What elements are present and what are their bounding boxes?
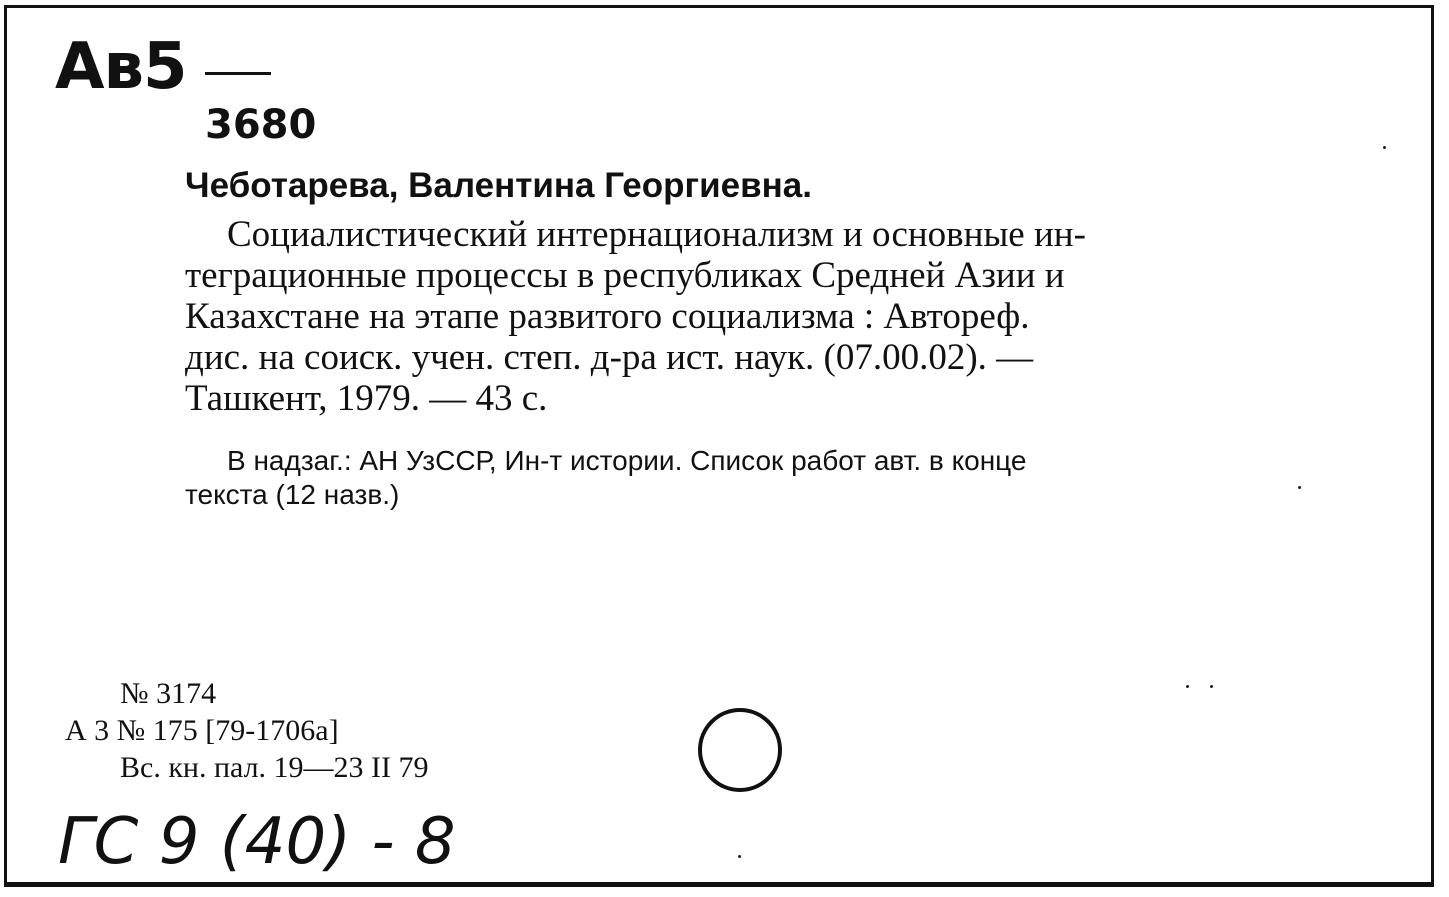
shelf-mark: ГС 9 (40) - 8 (58, 805, 456, 879)
title-line: дис. на соиск. учен. степ. д-ра ист. наук. (07.00.02). — (185, 337, 1034, 378)
title-line: Социалистический интернационализм и основные ин- (227, 214, 1086, 255)
note-line: В надзаг.: АН УзССР, Ин-т истории. Список работ авт. в конце (227, 445, 1027, 476)
author-heading: Чеботарева, Валентина Георгиевна. (185, 166, 812, 205)
book-chamber-record: Вс. кн. пал. 19—23 II 79 (120, 751, 429, 784)
call-number-divider (205, 72, 271, 75)
title-line: Ташкент, 1979. — 43 с. (185, 378, 548, 419)
call-number-top: Ав5 (55, 30, 187, 104)
call-number-bottom: 3680 (205, 102, 317, 148)
speck (1210, 685, 1213, 688)
note-line: текста (12 назв.) (185, 479, 400, 510)
punch-hole-circle (698, 708, 782, 792)
title-line: теграционные процессы в республиках Средней Азии и (185, 255, 1065, 296)
speck (1383, 146, 1386, 149)
accession-number: № 3174 (120, 677, 217, 710)
title-description (185, 214, 1345, 419)
bibliographic-note (185, 444, 1345, 512)
accession-record: А 3 № 175 [79-1706а] (65, 714, 339, 747)
speck (1186, 685, 1189, 688)
speck (1298, 486, 1301, 489)
speck (738, 855, 741, 858)
title-line: Казахстане на этапе развитого социализма : Автореф. (185, 296, 1030, 337)
